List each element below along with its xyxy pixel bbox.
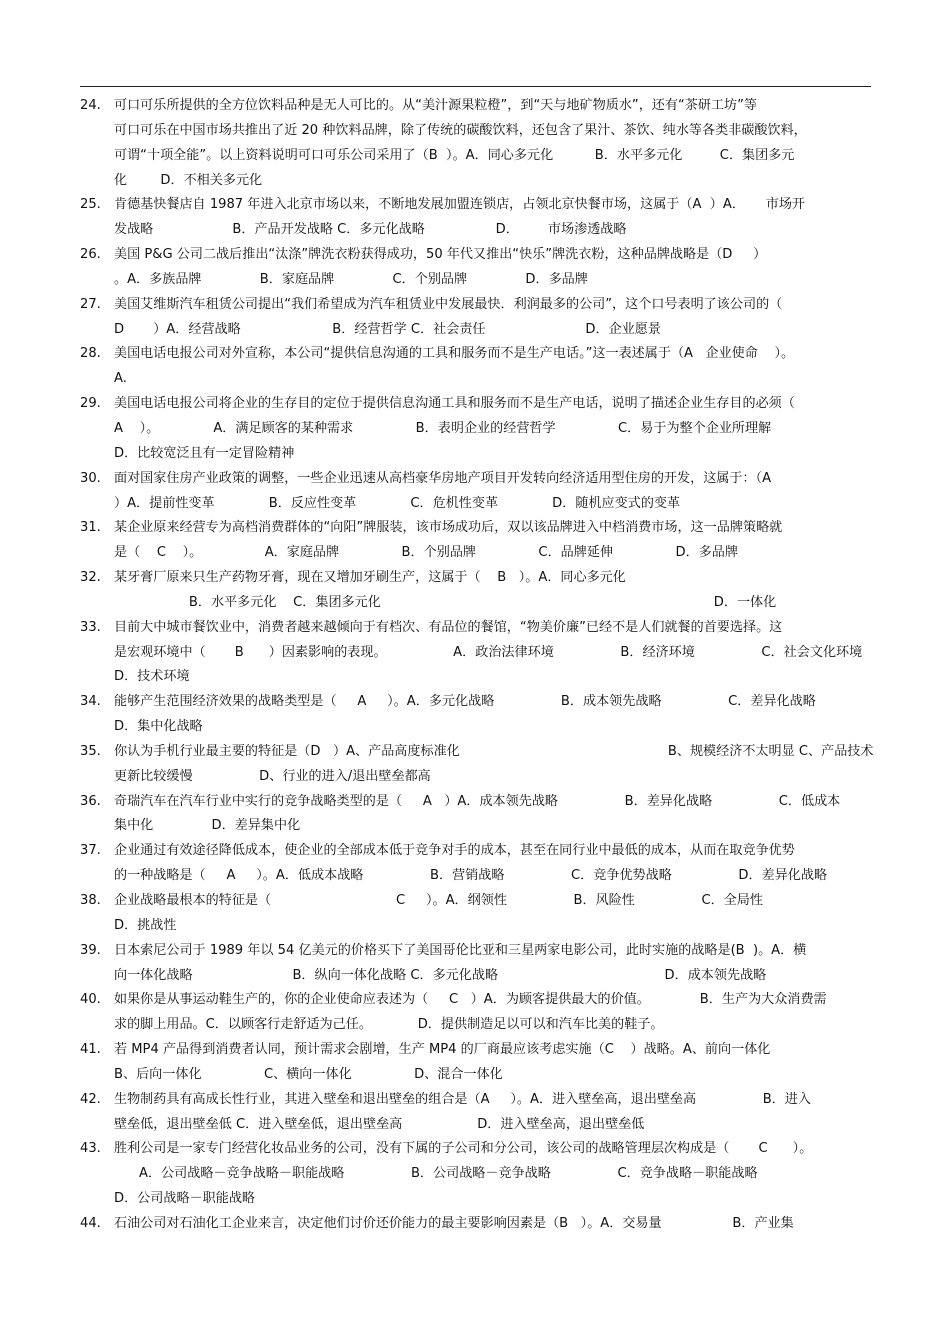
question-number: 40. xyxy=(80,992,101,1008)
question-number: 44. xyxy=(80,1215,101,1231)
question-line: 美国电话电报公司对外宣称，本公司“提供信息沟通的工具和服务而不是生产电话。”这一表述属于（A 企业使命 ）。 xyxy=(114,346,795,362)
question-line: 目前大中城市餐饮业中，消费者越来越倾向于有档次、有品位的餐馆，“物美价廉”已经不是人们就餐的首要选择。这 xyxy=(114,619,783,635)
question-number: 33. xyxy=(80,619,101,635)
question-item xyxy=(80,889,880,939)
question-text xyxy=(114,839,880,889)
question-line: 集中化 D．差异集中化 xyxy=(114,818,301,834)
question-line: 石油公司对石油化工企业来言，决定他们讨价还价能力的最主要影响因素是（B ）。A．交易量 B．产业集 xyxy=(114,1215,794,1231)
question-number: 38. xyxy=(80,893,101,908)
question-number: 26. xyxy=(80,247,101,263)
question-text xyxy=(114,1038,880,1088)
question-text xyxy=(114,690,880,740)
question-text xyxy=(114,790,880,840)
question-number: 41. xyxy=(80,1042,101,1058)
question-line: 化 D．不相关多元化 xyxy=(114,172,263,188)
question-line: 能够产生范围经济效果的战略类型是（ A ）。A．多元化战略 B．成本领先战略 C．差异化战略 xyxy=(114,694,816,710)
question-item xyxy=(80,1137,880,1212)
question-number: 28. xyxy=(80,346,101,362)
question-item xyxy=(80,839,880,889)
question-text xyxy=(114,94,880,193)
question-text xyxy=(114,1212,880,1237)
question-number: 24. xyxy=(80,98,101,113)
question-line: 壁垒低，退出壁垒低 C．进入壁垒低，退出壁垒高 D．进入壁垒高，退出壁垒低 xyxy=(114,1116,645,1132)
question-number: 27. xyxy=(80,296,101,312)
question-item xyxy=(80,1088,880,1138)
question-line: B、后向一体化 C、横向一体化 D、混合一体化 xyxy=(114,1066,503,1082)
question-line: 是宏观环境中（ B ）因素影响的表现。 A．政治法律环境 B．经济环境 C．社会文化环境 xyxy=(114,644,863,660)
question-text xyxy=(114,516,880,566)
question-text xyxy=(114,889,880,939)
question-line: 发战略 B．产品开发战略 C．多元化战略 D． 市场渗透战略 xyxy=(114,222,627,238)
question-line: 企业战略最根本的特征是（ C ）。A．纲领性 B．风险性 C．全局性 xyxy=(114,893,763,908)
question-line: 更新比较缓慢 D、行业的进入/退出壁垒都高 xyxy=(114,768,431,784)
question-line: 是（ C ）。 A．家庭品牌 B．个别品牌 C．品牌延伸 D．多品牌 xyxy=(114,545,738,561)
question-line: 可口可乐所提供的全方位饮料品种是无人可比的。从“美汁源果粒橙”，到“天与地矿物质水”，还有“茶研工坊”等 xyxy=(114,98,758,113)
question-line: 的一种战略是（ A ）。A．低成本战略 B．营销战略 C．竞争优势战略 D．差异化战略 xyxy=(114,868,828,884)
question-line: 日本索尼公司于 1989 年以 54 亿美元的价格买下了美国哥伦比亚和三星两家电影公司，此时实施的战略是(B )。A．横 xyxy=(114,942,807,958)
question-item xyxy=(80,616,880,691)
question-number: 36. xyxy=(80,793,101,809)
question-line: D．公司战略－职能战略 xyxy=(114,1191,256,1207)
question-text xyxy=(114,939,880,989)
question-item xyxy=(80,566,880,616)
question-text xyxy=(114,988,880,1038)
header-rule xyxy=(80,86,871,87)
question-text xyxy=(114,193,880,243)
question-line: B．水平多元化 C．集团多元化 D．一体化 xyxy=(114,594,777,610)
question-number: 43. xyxy=(80,1141,101,1157)
question-item xyxy=(80,988,880,1038)
question-line: 奇瑞汽车在汽车行业中实行的竞争战略类型的是（ A ）A．成本领先战略 B．差异化战略 C．低成本 xyxy=(114,793,841,809)
question-number: 31. xyxy=(80,520,101,536)
question-line: 肯德基快餐店自 1987 年进入北京市场以来，不断地发展加盟连锁店，占领北京快餐市场，这属于（A ）A． 市场开 xyxy=(114,197,806,213)
question-text xyxy=(114,392,880,467)
question-item xyxy=(80,690,880,740)
question-line: 你认为手机行业最主要的特征是（D ）A、产品高度标准化 B、规模经济不太明显 C、产品技术 xyxy=(114,743,874,759)
question-text xyxy=(114,740,880,790)
question-line: 求的脚上用品。C．以顾客行走舒适为己任。 D．提供制造足以可以和汽车比美的鞋子。 xyxy=(114,1017,664,1033)
question-line: ）A．提前性变革 B．反应性变革 C．危机性变革 D．随机应变式的变革 xyxy=(114,495,681,511)
question-line: 。A．多族品牌 B．家庭品牌 C．个别品牌 D．多品牌 xyxy=(114,271,588,287)
question-line: D ）A．经营战略 B．经营哲学 C．社会责任 D．企业愿景 xyxy=(114,321,661,337)
question-item xyxy=(80,740,880,790)
question-item xyxy=(80,939,880,989)
question-item xyxy=(80,1212,880,1237)
question-line: 面对国家住房产业政策的调整，一些企业迅速从高档豪华房地产项目开发转向经济适用型住房的开发，这属于：（A xyxy=(114,470,772,486)
question-text xyxy=(114,566,880,616)
question-line: 美国电话电报公司将企业的生存目的定位于提供信息沟通工具和服务而不是生产电话，说明了描述企业生存目的必须（ xyxy=(114,396,795,412)
question-item xyxy=(80,342,880,392)
question-number: 29. xyxy=(80,396,101,412)
question-item xyxy=(80,516,880,566)
question-line: 可谓“十项全能”。以上资料说明可口可乐公司采用了（B ）。A．同心多元化 B．水平多元化 C．集团多元 xyxy=(114,147,795,163)
question-text xyxy=(114,1088,880,1138)
question-item xyxy=(80,243,880,293)
question-line: 某企业原来经营专为高档消费群体的“向阳”牌服装，该市场成功后，双以该品牌进入中档消费市场，这一品牌策略就 xyxy=(114,520,783,536)
question-line: 胜利公司是一家专门经营化妆品业务的公司，没有下属的子公司和分公司，该公司的战略管理层次构成是（ C ）。 xyxy=(114,1141,813,1157)
question-line: 某牙膏厂原来只生产药物牙膏，现在又增加牙刷生产，这属于（ B ）。A．同心多元化 xyxy=(114,570,626,586)
question-line: D．比较宽泛且有一定冒险精神 xyxy=(114,445,295,461)
question-line: 美国艾维斯汽车租赁公司提出“我们希望成为汽车租赁业中发展最快．利润最多的公司”，这个口号表明了该公司的（ xyxy=(114,296,783,312)
question-text xyxy=(114,293,880,343)
question-item xyxy=(80,790,880,840)
question-line: D．集中化战略 xyxy=(114,719,203,735)
question-number: 30. xyxy=(80,470,101,486)
question-line: 若 MP4 产品得到消费者认同，预计需求会剧增，生产 MP4 的厂商最应该考虑实施（C ）战略。A、前向一体化 xyxy=(114,1042,771,1058)
question-text xyxy=(114,467,880,517)
question-item xyxy=(80,94,880,193)
question-line: 可口可乐在中国市场共推出了近 20 种饮料品牌，除了传统的碳酸饮料，还包含了果汁、茶饮、纯水等各类非碳酸饮料， xyxy=(114,122,807,138)
question-list xyxy=(80,94,880,1237)
question-item xyxy=(80,193,880,243)
question-number: 37. xyxy=(80,843,101,859)
question-number: 34. xyxy=(80,694,101,710)
question-line: 企业通过有效途径降低成本，使企业的全部成本低于竞争对手的成本，甚至在同行业中最低的成本，从而在取竞争优势 xyxy=(114,843,795,859)
question-line: A．公司战略－竞争战略－职能战略 B．公司战略－竞争战略 C．竞争战略－职能战略 xyxy=(114,1166,758,1182)
question-number: 32. xyxy=(80,570,101,586)
question-item xyxy=(80,392,880,467)
question-line: 美国 P&G 公司二战后推出“汰涤”牌洗衣粉获得成功，50 年代又推出“快乐”牌洗衣粉，这种品牌战略是（D ） xyxy=(114,247,767,263)
question-line: A ）。 A．满足顾客的某种需求 B．表明企业的经营哲学 C．易于为整个企业所理解 xyxy=(114,420,772,436)
question-line: D．挑战性 xyxy=(114,917,177,933)
question-text xyxy=(114,342,880,392)
question-number: 25. xyxy=(80,197,101,213)
question-text xyxy=(114,243,880,293)
question-item xyxy=(80,467,880,517)
question-text xyxy=(114,616,880,691)
question-line: D．技术环境 xyxy=(114,669,190,685)
question-item xyxy=(80,293,880,343)
question-line: 生物制药具有高成长性行业，其进入壁垒和退出壁垒的组合是（A ）。A．进入壁垒高，退出壁垒高 B．进入 xyxy=(114,1091,811,1107)
question-number: 35. xyxy=(80,743,101,759)
question-number: 39. xyxy=(80,942,101,958)
question-line: 如果你是从事运动鞋生产的，你的企业使命应表述为（ C ）A．为顾客提供最大的价值。 B．生产为大众消费需 xyxy=(114,992,827,1008)
question-line: A. xyxy=(114,371,127,387)
question-item xyxy=(80,1038,880,1088)
question-number: 42. xyxy=(80,1091,101,1107)
question-text xyxy=(114,1137,880,1212)
question-line: 向一体化战略 B．纵向一体化战略 C．多元化战略 D．成本领先战略 xyxy=(114,967,767,983)
